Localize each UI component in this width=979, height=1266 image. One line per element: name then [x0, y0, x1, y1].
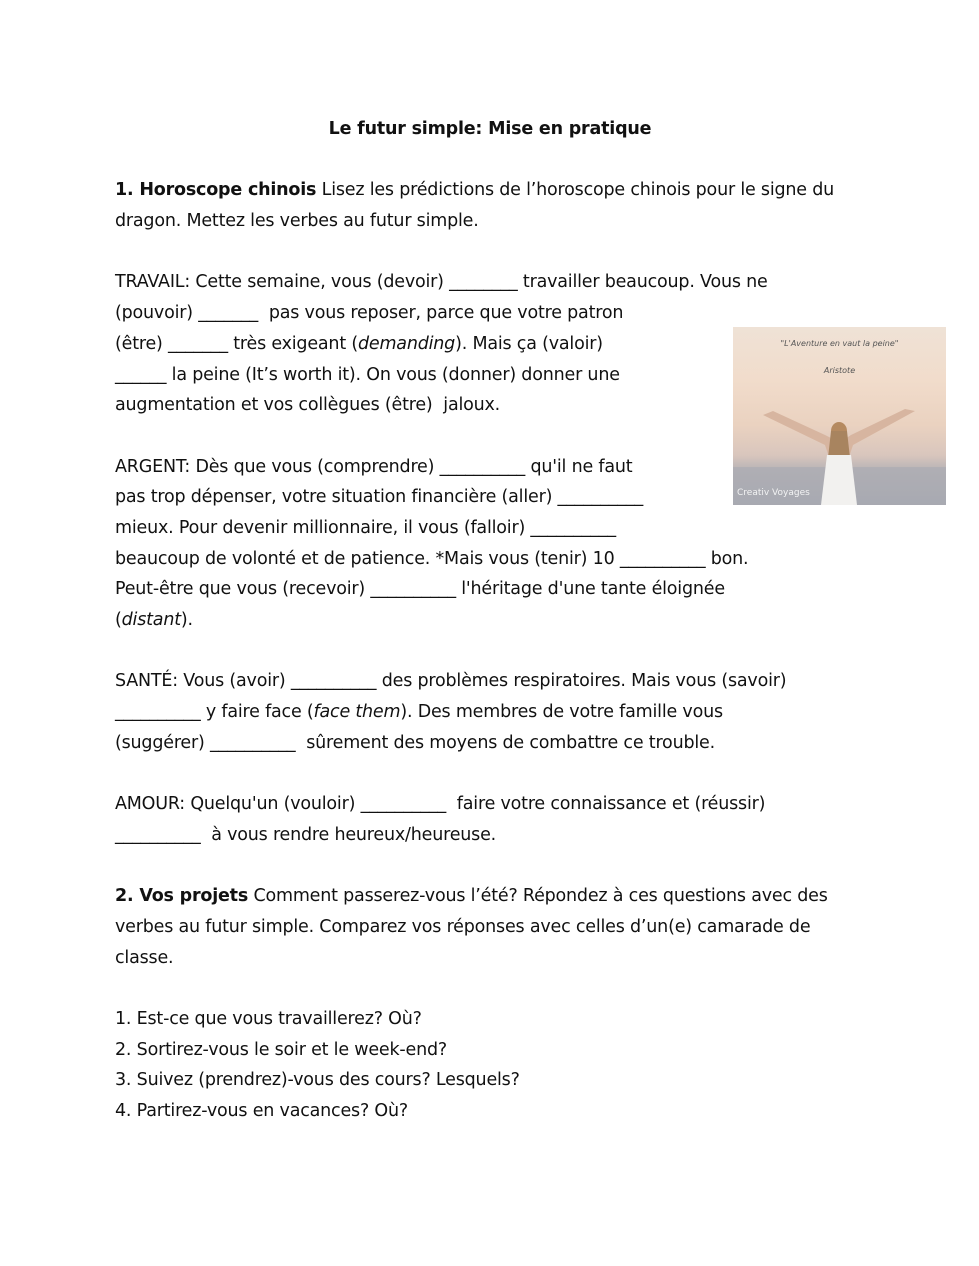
text-line [115, 298, 875, 329]
text-segment: __________ à vous rendre heureux/heureuse. [115, 824, 496, 845]
blank-line [115, 973, 875, 1004]
worksheet-body [115, 114, 875, 1127]
text-segment: ______ la peine (It’s worth it). On vous (donner) donner une [115, 364, 620, 385]
text-segment: ). Des membres de votre famille vous [400, 702, 723, 723]
text-segment: Lisez les prédictions de l’horoscope chinois pour le signe du [316, 180, 835, 201]
text-segment: (être) _______ très exigeant ( [115, 333, 358, 354]
text-line [115, 697, 875, 728]
photo-watermark: Creativ Voyages [737, 488, 810, 498]
text-line [115, 912, 875, 943]
text-line [115, 267, 875, 298]
photo-author: Aristote [823, 366, 856, 375]
text-line [115, 574, 875, 605]
text-segment: 3. Suivez (prendrez)-vous des cours? Lesquels? [115, 1070, 520, 1091]
text-line [115, 605, 875, 636]
text-line [115, 820, 875, 851]
text-segment: SANTÉ: Vous (avoir) __________ des problèmes respiratoires. Mais vous (savoir) [115, 671, 787, 692]
blank-line [115, 758, 875, 789]
inspirational-photo [733, 327, 946, 505]
italic-text: distant [121, 610, 181, 630]
blank-line [115, 636, 875, 667]
bold-text: 2. Vos projets [115, 886, 249, 907]
text-segment: 2. Sortirez-vous le soir et le week-end? [115, 1039, 448, 1060]
text-line [115, 728, 875, 759]
text-segment: 4. Partirez-vous en vacances? Où? [115, 1101, 408, 1121]
text-segment: pas trop dépenser, votre situation financière (aller) __________ [115, 487, 644, 508]
text-line [115, 1004, 875, 1035]
text-line [115, 175, 875, 206]
text-segment: verbes au futur simple. Comparez vos réponses avec celles d’un(e) camarade de [115, 916, 811, 937]
text-segment: beaucoup de volonté et de patience. *Mais vous (tenir) 10 __________ bon. [115, 548, 749, 569]
text-segment: ARGENT: Dès que vous (comprendre) __________ qu'il ne faut [115, 456, 633, 477]
text-segment: TRAVAIL: Cette semaine, vous (devoir) ________ travailler beaucoup. Vous ne [115, 272, 768, 293]
text-line [115, 943, 875, 974]
text-segment: Peut-être que vous (recevoir) __________ l'héritage d'une tante éloignée [115, 579, 725, 600]
text-line [115, 544, 875, 575]
woman-arms-raised-figure [733, 327, 946, 505]
text-segment: Comment passerez-vous l’été? Répondez à ces questions avec des [248, 886, 828, 907]
bold-text: 1. Horoscope chinois [115, 180, 317, 201]
blank-line [115, 145, 875, 176]
text-segment: dragon. Mettez les verbes au futur simple. [115, 211, 479, 232]
text-line [115, 881, 875, 912]
italic-text: face them [313, 702, 401, 723]
text-segment: (suggérer) __________ sûrement des moyens de combattre ce trouble. [115, 732, 715, 753]
photo-quote: "L'Aventure en vaut la peine" [780, 339, 899, 348]
text-segment: __________ y faire face ( [115, 702, 314, 723]
text-line [115, 1096, 875, 1127]
text-segment: augmentation et vos collègues (être) jaloux. [115, 395, 501, 416]
text-segment: mieux. Pour devenir millionnaire, il vous (falloir) __________ [115, 517, 616, 538]
text-segment: ( [115, 610, 122, 630]
text-segment: classe. [115, 947, 174, 968]
bold-text: Le futur simple: Mise en pratique [328, 119, 652, 139]
blank-line [115, 851, 875, 882]
text-segment: ). Mais ça (valoir) [455, 333, 603, 354]
text-line [115, 206, 875, 237]
text-segment: (pouvoir) _______ pas vous reposer, parce que votre patron [115, 303, 624, 324]
text-line [115, 666, 875, 697]
italic-text: demanding [357, 333, 456, 354]
text-segment: AMOUR: Quelqu'un (vouloir) __________ faire votre connaissance et (réussir) [115, 794, 766, 815]
blank-line [115, 237, 875, 268]
text-line [115, 1065, 875, 1096]
text-segment: ). [180, 610, 193, 630]
text-line [115, 789, 875, 820]
text-line [115, 1035, 875, 1066]
text-segment: 1. Est-ce que vous travaillerez? Où? [115, 1008, 422, 1029]
text-line [115, 513, 875, 544]
page-title [115, 114, 865, 145]
